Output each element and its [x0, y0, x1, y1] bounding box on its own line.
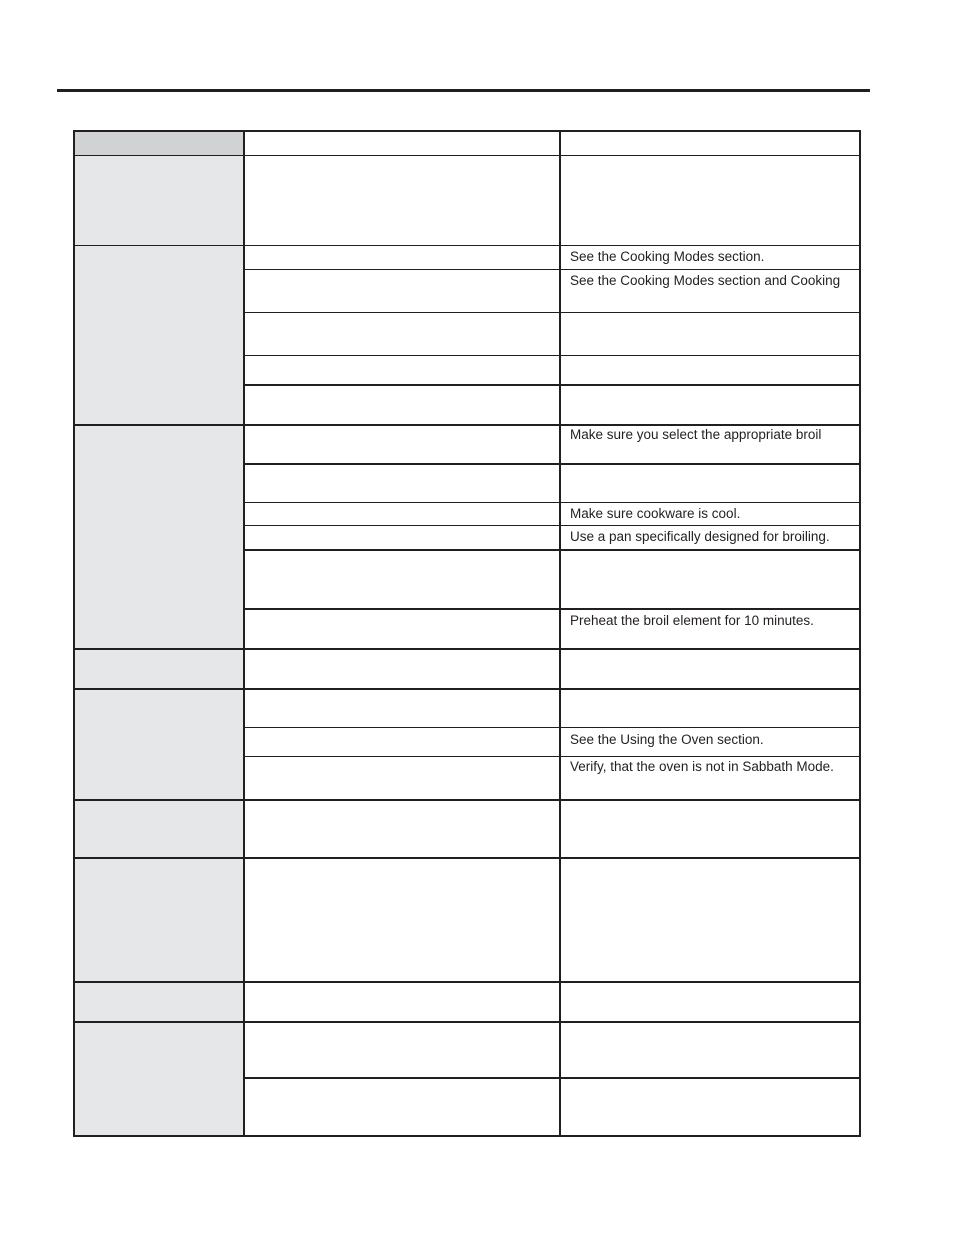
subrow-divider: [243, 269, 861, 270]
table-border-top: [73, 130, 861, 132]
column-divider: [559, 130, 561, 1137]
problem-column-header: [75, 132, 243, 156]
table-border-right: [859, 130, 861, 1137]
subrow-divider: [243, 384, 861, 386]
solution-text: See the Using the Oven section.: [570, 732, 764, 747]
row-divider: [73, 799, 861, 801]
subrow-divider: [243, 756, 861, 757]
solution-text: Verify, that the oven is not in Sabbath Mode.: [570, 759, 834, 774]
solution-text: Use a pan specifically designed for broiling.: [570, 529, 830, 544]
subrow-divider: [243, 355, 861, 356]
solution-text: Preheat the broil element for 10 minutes.: [570, 613, 814, 628]
row-divider: [73, 981, 861, 983]
header-rule: [57, 89, 870, 92]
table-border-left: [73, 130, 75, 1137]
row-divider: [73, 688, 861, 690]
subrow-divider: [243, 502, 861, 503]
solution-text: See the Cooking Modes section.: [570, 249, 765, 264]
row-divider: [73, 857, 861, 859]
subrow-divider: [243, 727, 861, 728]
troubleshooting-table: [73, 130, 861, 1137]
solution-text: See the Cooking Modes section and Cooking: [570, 273, 841, 288]
subrow-divider: [243, 608, 861, 610]
solution-text: Make sure cookware is cool.: [570, 506, 741, 521]
row-divider: [73, 245, 861, 246]
problem-column: [75, 132, 243, 1135]
row-divider: [73, 1021, 861, 1023]
solution-text: Make sure you select the appropriate broil: [570, 427, 822, 442]
column-divider: [243, 130, 245, 1137]
subrow-divider: [243, 312, 861, 313]
subrow-divider: [243, 1077, 861, 1079]
row-divider: [73, 424, 861, 426]
subrow-divider: [243, 549, 861, 551]
subrow-divider: [243, 525, 861, 526]
row-divider: [73, 155, 861, 156]
table-border-bottom: [73, 1135, 861, 1137]
row-divider: [73, 648, 861, 650]
subrow-divider: [243, 463, 861, 465]
